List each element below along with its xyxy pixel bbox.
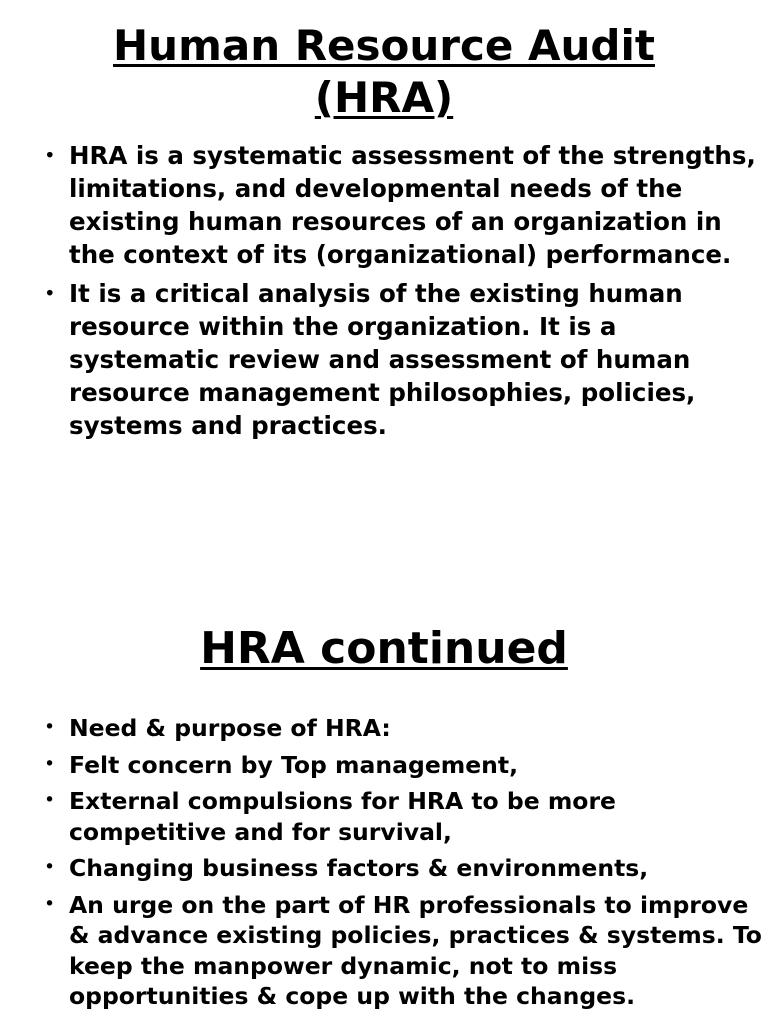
bullet-icon: • — [44, 717, 56, 738]
bullet-icon: • — [44, 282, 56, 305]
list-item — [44, 853, 764, 884]
bullet-text: HRA is a systematic assessment of the strengths, limitations, and developmental needs of the existing human resources of an organization in the context of its (organizational) performance. — [69, 141, 756, 269]
bullet-text: Changing business factors & environments, — [69, 854, 649, 882]
bullet-icon: • — [44, 857, 56, 878]
bullet-text: External compulsions for HRA to be more competitive and for survival, — [69, 787, 616, 846]
slide-hra-continued — [0, 600, 768, 1024]
list-item — [44, 890, 764, 1012]
slide-title — [0, 20, 768, 124]
list-item — [44, 139, 764, 271]
title-line-2: (HRA) — [314, 73, 454, 122]
list-item — [44, 713, 764, 744]
bullet-list — [44, 139, 764, 448]
bullet-icon: • — [44, 144, 56, 167]
bullet-text: Felt concern by Top management, — [69, 750, 519, 779]
bullet-icon: • — [44, 753, 56, 775]
bullet-text: It is a critical analysis of the existing human resource within the organization. It is a systematic review and assessment of human resource management philosophies, policies, systems and practices. — [69, 279, 696, 440]
title-line-1: Human Resource Audit — [113, 21, 655, 70]
bullet-icon: • — [44, 790, 56, 811]
bullet-text: An urge on the part of HR professionals to improve & advance existing policies, practices & systems. To keep the manpower dynamic, not to miss opportunities & cope up with the changes. — [69, 890, 762, 1010]
bullet-text: Need & purpose of HRA: — [69, 714, 391, 742]
bullet-icon: • — [44, 893, 56, 915]
list-item — [44, 786, 764, 847]
list-item — [44, 750, 764, 781]
list-item — [44, 277, 764, 442]
bullet-list — [44, 713, 764, 1018]
slide-title: HRA continued — [200, 623, 568, 674]
